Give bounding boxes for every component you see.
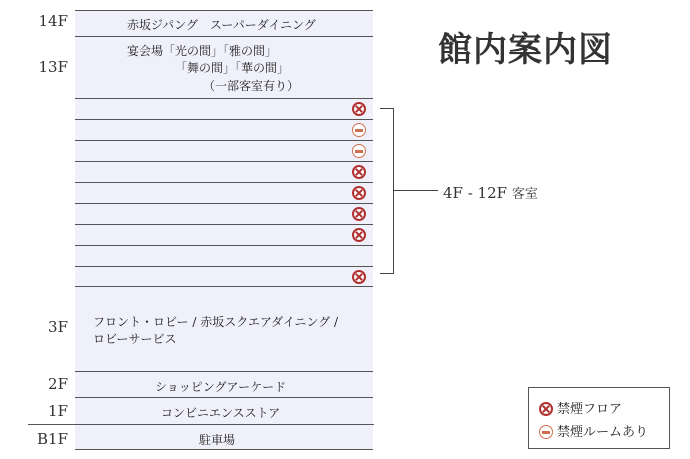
floor-3f-line1: フロント・ロビー / 赤坂スクエアダイニング / bbox=[93, 315, 339, 329]
floor-label-3f: 3F bbox=[48, 318, 68, 336]
floor-label-14f: 14F bbox=[38, 12, 68, 30]
guest-floor-row[interactable] bbox=[75, 98, 373, 119]
non-smoking-icon bbox=[352, 102, 366, 116]
bracket-connector bbox=[394, 190, 438, 191]
guest-floor-row[interactable] bbox=[75, 203, 373, 224]
legend-box bbox=[528, 387, 670, 449]
floor-1f[interactable] bbox=[75, 397, 373, 424]
floor-1f-text: コンビニエンスストア bbox=[161, 406, 281, 420]
floor-13f-line1: 宴会場「光の間」「雅の間」 bbox=[127, 44, 278, 58]
floor-label-13f: 13F bbox=[38, 58, 68, 76]
non-smoking-icon bbox=[352, 270, 366, 284]
smoking-room-icon bbox=[352, 144, 366, 158]
floor-3f[interactable] bbox=[75, 286, 373, 371]
floor-14f[interactable] bbox=[75, 10, 373, 36]
floor-14f-text: 赤坂ジパング スーパーダイニング bbox=[127, 18, 316, 32]
smoking-room-icon bbox=[539, 425, 553, 439]
floor-b1f-text: 駐車場 bbox=[199, 433, 236, 447]
floor-label-2f: 2F bbox=[48, 375, 68, 393]
legend-smoking bbox=[539, 421, 648, 440]
non-smoking-icon bbox=[352, 165, 366, 179]
floor-2f-text: ショッピングアーケード bbox=[155, 380, 287, 394]
legend-smoking-label: 禁煙ルームあり bbox=[557, 425, 649, 440]
smoking-room-icon bbox=[352, 123, 366, 137]
non-smoking-icon bbox=[352, 186, 366, 200]
floor-label-1f: 1F bbox=[48, 402, 68, 420]
non-smoking-icon bbox=[539, 402, 553, 416]
floor-label-b1f: B1F bbox=[37, 430, 68, 448]
floor-13f-line2: 「舞の間」「華の間」 bbox=[175, 61, 290, 75]
floor-13f-line3: （一部客室有り） bbox=[203, 79, 300, 93]
legend-nonsmoking bbox=[539, 398, 622, 417]
page-title: 館内案内図 bbox=[438, 30, 613, 70]
guest-floor-row[interactable] bbox=[75, 245, 373, 266]
guest-floor-bracket bbox=[380, 108, 394, 274]
floor-13f[interactable] bbox=[75, 36, 373, 98]
guest-floor-range-label bbox=[443, 183, 538, 202]
floor-3f-line2: ロビーサービス bbox=[93, 332, 177, 346]
guest-floor-range: 4F - 12F bbox=[443, 184, 508, 202]
floor-b1f[interactable] bbox=[75, 424, 373, 450]
non-smoking-icon bbox=[352, 228, 366, 242]
guest-floor-row[interactable] bbox=[75, 161, 373, 182]
guest-floor-row[interactable] bbox=[75, 266, 373, 286]
guest-floor-row[interactable] bbox=[75, 140, 373, 161]
floor-2f[interactable] bbox=[75, 371, 373, 397]
guest-floor-row[interactable] bbox=[75, 224, 373, 245]
legend-nonsmoking-label: 禁煙フロア bbox=[557, 402, 623, 417]
guest-floor-row[interactable] bbox=[75, 182, 373, 203]
guest-floor-row[interactable] bbox=[75, 119, 373, 140]
guest-floor-suffix: 客室 bbox=[511, 187, 538, 202]
non-smoking-icon bbox=[352, 207, 366, 221]
